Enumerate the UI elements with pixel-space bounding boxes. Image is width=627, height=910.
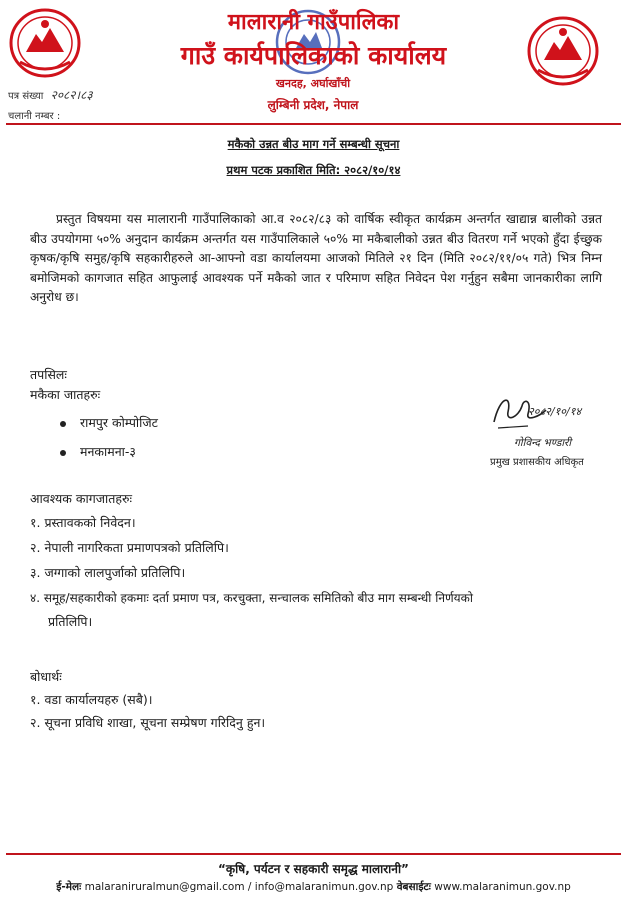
patra-sankhya xyxy=(8,86,93,103)
footer-slogan: “कृषि, पर्यटन र सहकारी समृद्ध मालारानी” xyxy=(218,862,409,876)
patra-value: २०८२।८३ xyxy=(50,88,93,102)
bodhartha-item: २. सूचना प्रविधि शाखा, सूचना सम्प्रेषण गरिदिनु हुन। xyxy=(30,715,266,730)
variety-item xyxy=(60,414,158,431)
email-addresses: malaraniruralmun@gmail.com / info@malaranimun.gov.np xyxy=(84,881,394,893)
bodhartha-label: बोधार्थः xyxy=(30,669,62,684)
doc-item: १. प्रस्तावकको निवेदन। xyxy=(30,515,136,530)
office-name: गाउँ कार्यपालिकाको कार्यालय xyxy=(180,41,447,70)
signatory-name: गोविन्द भण्डारी xyxy=(514,437,572,449)
notice-publish-date: प्रथम पटक प्रकाशित मिति: २०८२/१०/१४ xyxy=(226,163,401,177)
variety-item xyxy=(60,443,136,460)
signature-date: २०८२/१०/१४ xyxy=(528,405,582,418)
chalani-number: चलानी नम्बर : xyxy=(8,111,61,122)
province-address: लुम्बिनी प्रदेश, नेपाल xyxy=(267,98,359,112)
website-link[interactable]: www.malaranimun.gov.np xyxy=(434,881,571,893)
notice-paragraph: प्रस्तुत विषयमा यस मालारानी गाउँपालिकाको आ.व २०८२/८३ को वार्षिक स्वीकृत कार्यक्रम अन्तर्गत खाद्यान्न बालीको उन्नत बीउ उपयोगमा ५०% अनुदान कार्यक्रम अन्तर्गत यस गाउँपालिकाले ५०% मा मकैबालीको उन्नत बीउ वितरण गर्ने भएको हुँदा ईच्छुक कृषक/कृषि समुह/कृषि सहकारीहरुले आ-आफ्नो वडा कार्यालयमा आजको मितिले २१ दिन (मिति २०८२/११/०५ गते) भित्र निम्न बमोजिमको कागजात सहित आफुलाई आवश्यक पर्ने मकैको जात र परिमाण सहित निवेदन पेश गर्नुहुन सबैमा जानकारीका लागि अनुरोध छ। xyxy=(30,212,602,304)
doc-item: ३. जग्गाको लालपुर्जाको प्रतिलिपि। xyxy=(30,565,186,580)
signatory-designation: प्रमुख प्रशासकीय अधिकृत xyxy=(490,457,584,468)
footer-contact xyxy=(0,880,627,894)
notice-title: मकैको उन्नत बीउ माग गर्ने सम्बन्धी सूचना xyxy=(227,137,400,151)
varieties-label: मकैका जातहरुः xyxy=(30,387,101,402)
doc-item-continued: प्रतिलिपि। xyxy=(48,614,93,629)
docs-label: आवश्यक कागजातहरुः xyxy=(30,491,133,506)
tapsil-label: तपसिलः xyxy=(30,367,67,382)
bullet-icon xyxy=(60,421,66,427)
municipality-name: मालारानी गाउँपालिका xyxy=(227,10,400,35)
bullet-icon xyxy=(60,450,66,456)
bodhartha-item: १. वडा कार्यालयहरु (सबै)। xyxy=(30,692,153,707)
email-label: ई-मेलः xyxy=(56,881,82,893)
office-address: खनदह, अर्घाखाँची xyxy=(275,77,351,90)
header-divider xyxy=(6,123,621,125)
footer-divider xyxy=(6,853,621,855)
doc-item: ४. समूह/सहकारीको हकमाः दर्ता प्रमाण पत्र, करचुक्ता, सन्चालक समितिको बीउ माग सम्बन्धी निर्णयको xyxy=(30,591,473,605)
doc-item: २. नेपाली नागरिकता प्रमाणपत्रको प्रतिलिपि। xyxy=(30,540,229,555)
variety-name: मनकामना-३ xyxy=(79,444,136,459)
website-label: वेबसाईटः xyxy=(396,881,431,893)
patra-label: पत्र संख्या xyxy=(8,91,44,102)
variety-name: रामपुर कोम्पोजिट xyxy=(79,415,158,430)
